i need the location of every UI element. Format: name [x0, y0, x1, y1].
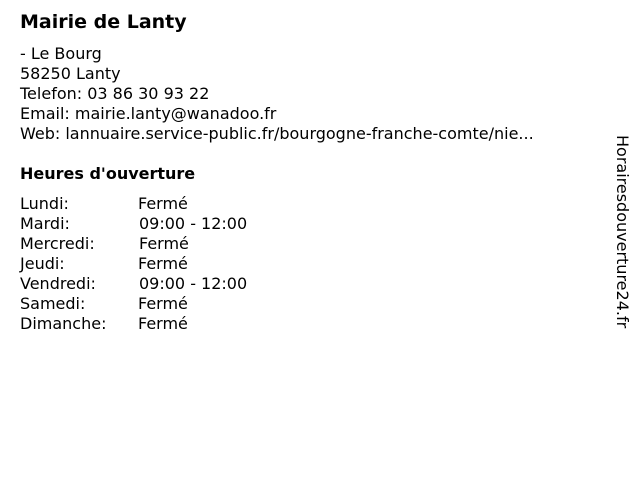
day-hours: Fermé	[138, 194, 188, 213]
page-title: Mairie de Lanty	[20, 11, 187, 33]
hours-heading: Heures d'ouverture	[20, 164, 196, 183]
day-hours: Fermé	[138, 254, 188, 273]
day-label: Vendredi:	[20, 274, 96, 293]
site-watermark: Horairesdouverture24.fr	[613, 135, 632, 329]
street-line: - Le Bourg	[20, 44, 102, 63]
day-label: Dimanche:	[20, 314, 107, 333]
city-line: 58250 Lanty	[20, 64, 121, 83]
address-block	[20, 44, 534, 144]
day-hours: 09:00 - 12:00	[139, 214, 248, 233]
day-hours: Fermé	[139, 234, 189, 253]
day-hours: Fermé	[138, 314, 188, 333]
day-hours: 09:00 - 12:00	[139, 274, 248, 293]
day-label: Samedi:	[20, 294, 86, 313]
day-label: Mardi:	[20, 214, 70, 233]
day-label: Jeudi:	[20, 254, 65, 273]
day-label: Mercredi:	[20, 234, 95, 253]
phone-line: Telefon: 03 86 30 93 22	[20, 84, 210, 103]
day-label: Lundi:	[20, 194, 69, 213]
web-line: Web: lannuaire.service-public.fr/bourgogne-franche-comte/nie...	[20, 124, 534, 143]
email-line: Email: mairie.lanty@wanadoo.fr	[20, 104, 277, 123]
day-hours: Fermé	[138, 294, 188, 313]
